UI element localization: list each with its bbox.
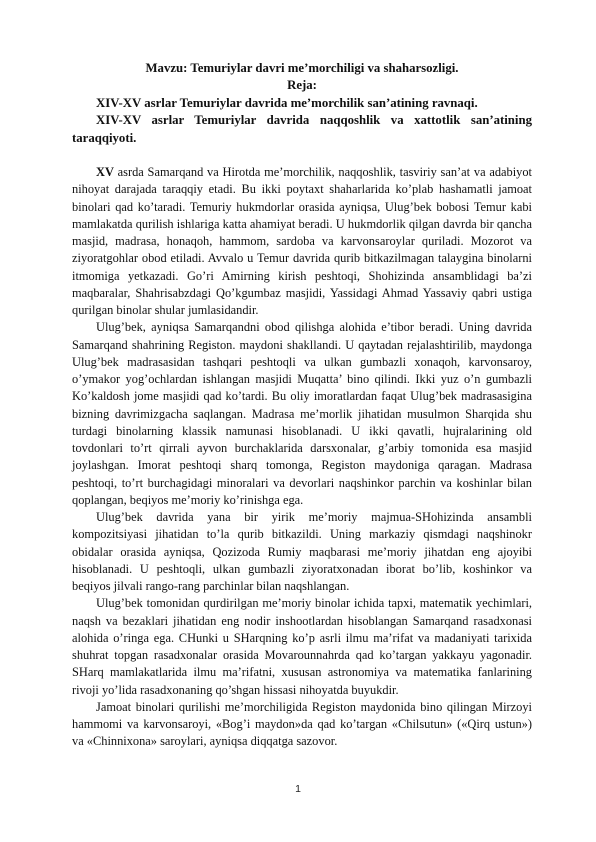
plan-item-2: XIV-XV asrlar Temuriylar davrida naqqoshlik va xattotlik san’atining taraqqiyoti. [72, 113, 532, 145]
paragraph-1-text: asrda Samarqand va Hirotda me’morchilik, naqqoshlik, tasviriy san’at va adabiyot nihoyat darajada taraqqiy etadi. Bu ikki poytaxt shaharlarida ko’plab hashamatli jamoat binolari qad ko’taradi. Temuriy hukmdorlar orasida ayniqsa, Ulug’bek bobosi Temur kabi mamlakatda qurilish ishlariga katta ahamiyat beradi. U hukmdorlik qilgan davrda bir qancha masjid, madrasa, honaqoh, hammom, sardoba va karvonsaroylar quriladi. Mozorot va ziyoratgohlar obod etiladi. Avvalo u Temur davrida qurib bitkazilmagan talaygina binolarni itmomiga yetkazadi. Go’ri Amirning kirish peshtoqi, Shohizinda ansamblidagi ba’zi maqbaralar, Shahrisabzdagi Qo’kgumbaz masjidi, Yassidagi Ahmad Yassaviy qabri ustiga qurilgan binolar shular jumlasidandir. [72, 165, 532, 318]
paragraph-5 [72, 699, 532, 751]
paragraph-2-text: Ulug’bek, ayniqsa Samarqandni obod qilishga alohida e’tibor beradi. Uning davrida Samarqand shahrining Registon. maydoni shakllandi. U qaytadan rejalashtirilib, maydonga Ulug’bek madrasasidan tashqari peshtoqli va ulkan gumbazli xonaqoh, karvonsaroy, o’ymakor yog’ochlardan ishlangan masjidi Muqatta’ bino qilindi. Ikki yuz o’n gumbazli Ko’kaldosh jome masjidi qad ko’tardi. Bu oliy imoratlardan faqat Ulug’bek madrasasigina bizning davrimizgacha saqlangan. Madrasa me’morlik jihatidan musulmon Sharqida shu turdagi binolarning klassik namunasi hisoblanadi. U ikki qavatli, hujralarining old tovdonlari to’rt qirrali ayvon burchaklarida darsxonalar, g’arbiy tomonida esa masjid joylashgan. Imorat peshtoqi sharq tomonga, Registon maydoniga qaragan. Madrasa peshtoqi, to’rt burchagidagi minoralari va devorlari naqshinkor parchin va koshinlar bilan qoplangan, beqiyos me’moriy ko’rinishga ega. [72, 320, 532, 507]
paragraph-4-text: Ulug’bek tomonidan qurdirilgan me’moriy binolar ichida tapxi, matematik yechimlari, naqsh va bezaklari jihatidan eng nodir inshootlardan hisoblangan Samarqand rasadxonasi alohida o’ringa ega. CHunki u SHarqning ko’p asrli ilmu ma’rifat va madaniyati tarixida shuhrat topgan rasadxonalar orasida Movarounnahrda qad ko’targan yakkayu yagonadir. SHarq mamlakatlarida ilmu ma’rifatni, xususan astronomiya va matematika fanlarining rivoji yo’lida rasadxonaning qo’shgan hissasi nihoyatda buyukdir. [72, 596, 532, 697]
paragraph-1 [72, 164, 532, 319]
paragraph-1-lead: XV [96, 165, 114, 180]
topic-title: Mavzu: Temuriylar davri me’morchiligi va shaharsozligi. [145, 61, 459, 75]
section-spacer [72, 147, 532, 164]
plan-item-1: XIV-XV asrlar Temuriylar davrida me’morchilik san’atining ravnaqi. [96, 95, 478, 110]
paragraph-3-text: Ulug’bek davrida yana bir yirik me’moriy majmua-SHohizinda ansambli kompozitsiyasi jihatidan to’la qurib bitkazildi. Uning markaziy qismdagi naqshinokr obidalar orasida ayniqsa, Qozizoda Rumiy maqbarasi me’moriy jihatdan eng ajoyibi hisoblanadi. U peshtoqli, ulkan gumbazli ziyoratxonadan iborat bo’lib, koshinkor va beqiyos jilvali rango-rang parchinlar bilan naqshlangan. [72, 510, 532, 594]
plan-heading: Reja: [287, 78, 317, 93]
document-body [72, 60, 532, 751]
paragraph-2 [72, 319, 532, 509]
paragraph-3 [72, 509, 532, 595]
paragraph-5-text: Jamoat binolari qurilishi me’morchiligida Registon maydonida bino qilingan Mirzoyi hammomi va karvonsaroyi, «Bog’i maydon»da qad ko’targan «Chilsutun» («Qirq ustun») va «Chinnixona» saroylari, ayniqsa diqqatga sazovor. [72, 699, 532, 749]
page-number: 1 [295, 783, 301, 795]
paragraph-4 [72, 595, 532, 699]
